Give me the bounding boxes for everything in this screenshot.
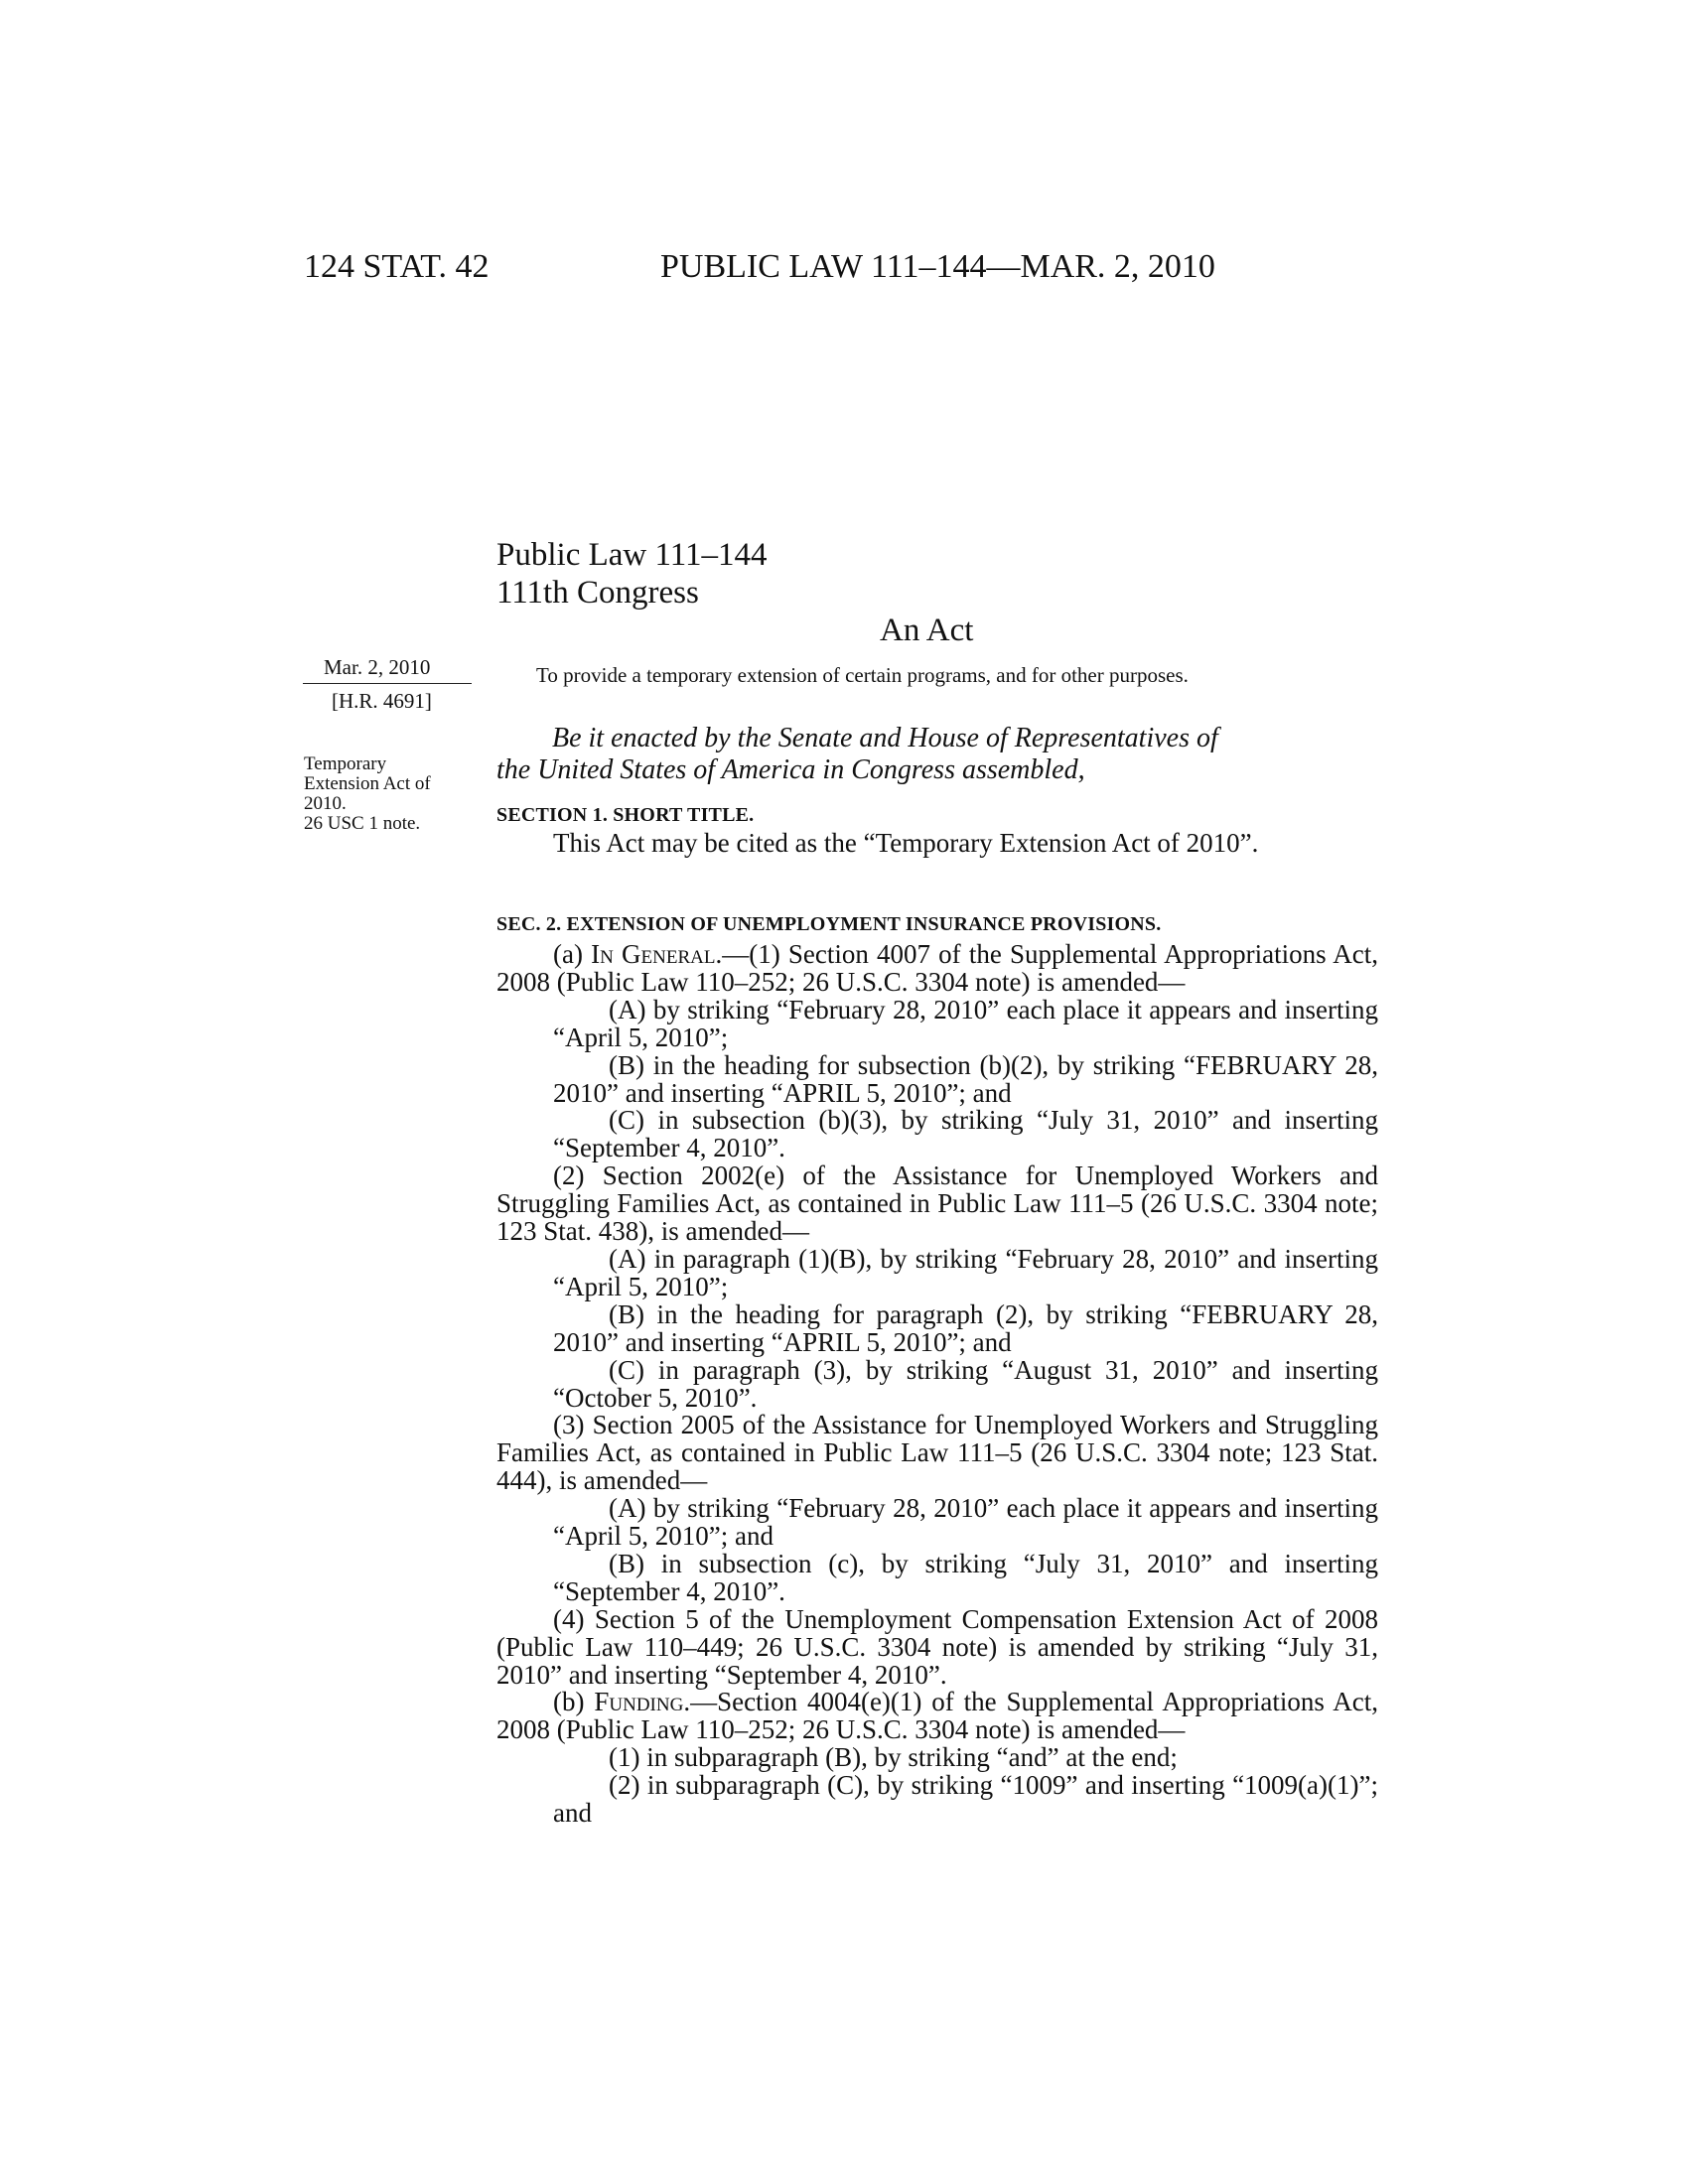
enacting-clause-line1: Be it enacted by the Senate and House of Representatives of bbox=[552, 723, 1218, 753]
paragraph-a2: (2) Section 2002(e) of the Assistance for Unemployed Workers and Struggling Families Act, as contained in Public Law 111–5 (26 U.S.C. 3304 note; 123 Stat. 438), is amended— bbox=[496, 1160, 1378, 1247]
subsection-b bbox=[496, 1689, 1378, 1744]
subsection-b-label: (b) bbox=[553, 1687, 595, 1717]
section1-body bbox=[496, 830, 1378, 858]
subsection-a-caption: In General bbox=[591, 939, 716, 969]
margin-date: Mar. 2, 2010 bbox=[324, 655, 431, 679]
subsection-b-caption: Funding bbox=[594, 1687, 684, 1717]
margin-bill-number: [H.R. 4691] bbox=[332, 689, 432, 713]
paragraph-b2: (2) in subparagraph (C), by striking “1009” and inserting “1009(a)(1)”; and bbox=[553, 1770, 1378, 1829]
clause-a1C: (C) in subsection (b)(3), by striking “July 31, 2010” and inserting “September 4, 2010”. bbox=[553, 1105, 1378, 1163]
subsection-b-text: .—Section 4004(e)(1) of the Supplemental Appropriations Act, 2008 (Public Law 110–252; 26 U.S.C. 3304 note) is amended— bbox=[496, 1687, 1378, 1745]
clause-a1B: (B) in the heading for subsection (b)(2), by striking “FEBRUARY 28, 2010” and inserting “APRIL 5, 2010”; and bbox=[553, 1049, 1378, 1108]
section1-heading: SECTION 1. SHORT TITLE. bbox=[496, 804, 755, 826]
congress-number: 111th Congress bbox=[496, 575, 699, 611]
clause-a2B: (B) in the heading for paragraph (2), by striking “FEBRUARY 28, 2010” and inserting “APRIL 5, 2010”; and bbox=[553, 1298, 1378, 1357]
clause-a2A: (A) in paragraph (1)(B), by striking “February 28, 2010” and inserting “April 5, 2010”; bbox=[553, 1243, 1378, 1301]
running-head: PUBLIC LAW 111–144—MAR. 2, 2010 bbox=[660, 248, 1215, 285]
section1-text: This Act may be cited as the “Temporary Extension Act of 2010”. bbox=[553, 828, 1259, 858]
subsection-a-label: (a) bbox=[553, 939, 592, 969]
long-title: To provide a temporary extension of certain programs, and for other purposes. bbox=[536, 663, 1189, 687]
margin-note-line: 2010. bbox=[304, 793, 347, 814]
paragraph-a4: (4) Section 5 of the Unemployment Compensation Extension Act of 2008 (Public Law 110–449; 26 U.S.C. 3304 note) is amended by striking “July 31, 2010” and inserting “September 4, 2010”. bbox=[496, 1603, 1378, 1690]
section2-heading: SEC. 2. EXTENSION OF UNEMPLOYMENT INSURANCE PROVISIONS. bbox=[496, 913, 1162, 935]
clause-a3B: (B) in subsection (c), by striking “July 31, 2010” and inserting “September 4, 2010”. bbox=[553, 1548, 1378, 1606]
clause-a2C: (C) in paragraph (3), by striking “August 31, 2010” and inserting “October 5, 2010”. bbox=[553, 1354, 1378, 1413]
act-heading: An Act bbox=[880, 613, 974, 648]
margin-usc-note: 26 USC 1 note. bbox=[304, 813, 421, 834]
clause-a3A: (A) by striking “February 28, 2010” each place it appears and inserting “April 5, 2010”; and bbox=[553, 1493, 1378, 1552]
section2-body bbox=[496, 941, 1378, 1828]
paragraph-a3: (3) Section 2005 of the Assistance for Unemployed Workers and Struggling Families Act, as contained in Public Law 111–5 (26 U.S.C. 3304 note; 123 Stat. 444), is amended— bbox=[496, 1410, 1378, 1496]
paragraph-b1: (1) in subparagraph (B), by striking “and” at the end; bbox=[609, 1742, 1178, 1773]
page-stat-citation: 124 STAT. 42 bbox=[304, 248, 490, 285]
subsection-a bbox=[496, 941, 1378, 997]
public-law-number: Public Law 111–144 bbox=[496, 537, 768, 573]
subsection-a-text: .—(1) Section 4007 of the Supplemental Appropriations Act, 2008 (Public Law 110–252; 26 U.S.C. 3304 note) is amended— bbox=[496, 939, 1378, 997]
margin-note-line: Temporary bbox=[304, 753, 387, 774]
enacting-clause-line2: the United States of America in Congress assembled, bbox=[496, 754, 1085, 785]
margin-divider bbox=[303, 683, 472, 684]
margin-note-line: Extension Act of bbox=[304, 773, 431, 794]
clause-a1A: (A) by striking “February 28, 2010” each place it appears and inserting “April 5, 2010”; bbox=[553, 994, 1378, 1052]
